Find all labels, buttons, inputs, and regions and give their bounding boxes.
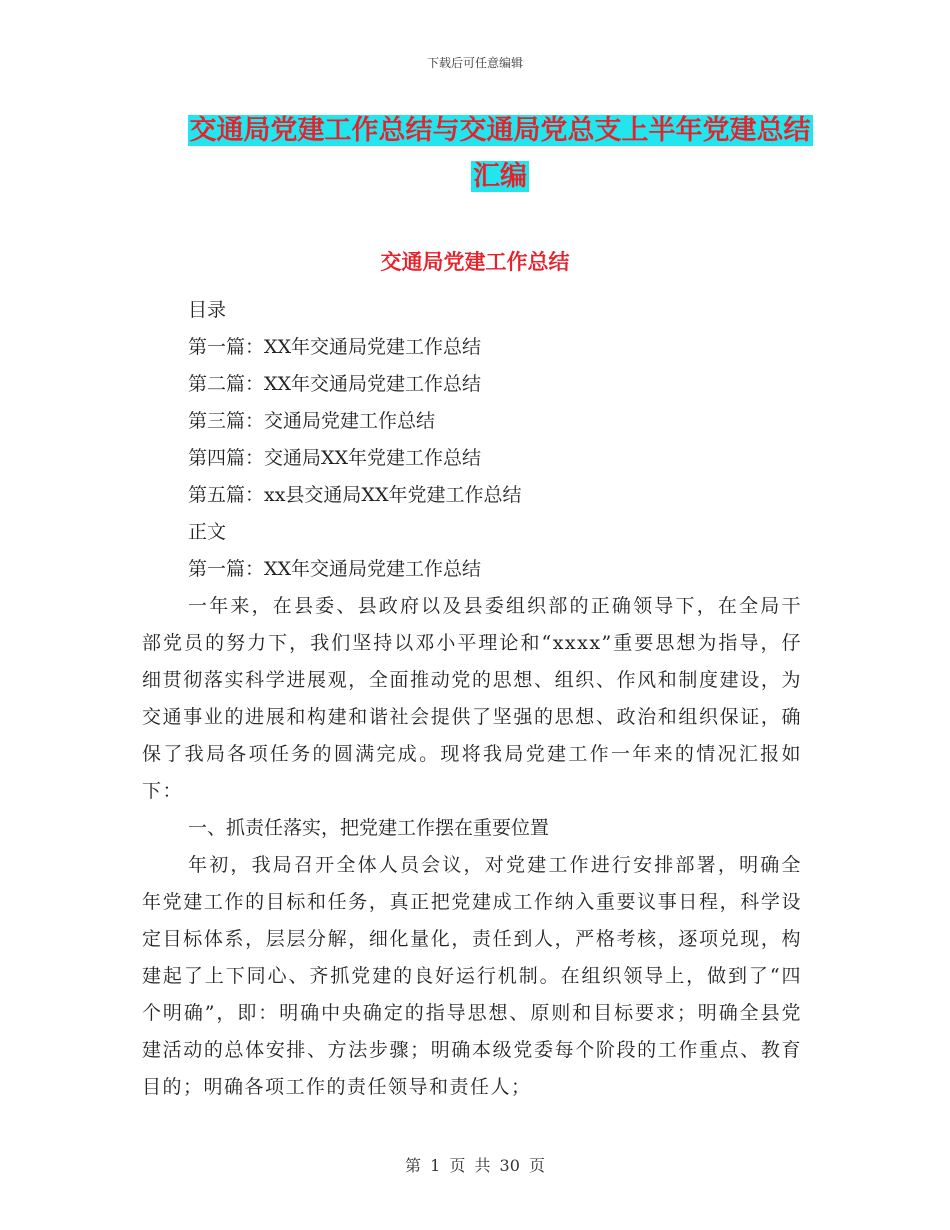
document-body	[142, 292, 802, 1106]
page-number: 第 1 页 共 30 页	[405, 1156, 545, 1175]
toc-item: 第一篇：XX年交通局党建工作总结	[188, 336, 482, 358]
section-title: 交通局党建工作总结	[380, 250, 570, 274]
subheading: 一、抓责任落实，把党建工作摆在重要位置	[188, 817, 550, 839]
body-heading: 正文	[188, 521, 227, 543]
toc-item: 第三篇：交通局党建工作总结	[188, 410, 436, 432]
toc-item: 第二篇：XX年交通局党建工作总结	[188, 373, 482, 395]
chapter-title: 第一篇：XX年交通局党建工作总结	[188, 558, 482, 580]
paragraph: 年初，我局召开全体人员会议，对党建工作进行安排部署，明确全年党建工作的目标和任务，真正把党建成工作纳入重要议事日程，科学设定目标体系，层层分解，细化量化，责任到人，严格考核，逐项兑现，构建起了上下同心、齐抓党建的良好运行机制。在组织领导上，做到了“四个明确”，即：明确中央确定的指导思想、原则和目标要求；明确全县党建活动的总体安排、方法步骤；明确本级党委每个阶段的工作重点、教育目的；明确各项工作的责任领导和责任人；	[142, 854, 802, 1098]
toc-item: 第四篇：交通局XX年党建工作总结	[188, 447, 482, 469]
title-line-1: 交通局党建工作总结与交通局党总支上半年党建总结	[189, 115, 811, 146]
paragraph: 一年来，在县委、县政府以及县委组织部的正确领导下，在全局干部党员的努力下，我们坚持以邓小平理论和“xxxx”重要思想为指导，仔细贯彻落实科学进展观，全面推动党的思想、组织、作风和制度建设，为交通事业的进展和构建和谐社会提供了坚强的思想、政治和组织保证，确保了我局各项任务的圆满完成。现将我局党建工作一年来的情况汇报如下：	[142, 595, 802, 802]
toc-item: 第五篇：xx县交通局XX年党建工作总结	[188, 484, 522, 506]
document-title	[150, 108, 850, 200]
title-line-2: 汇编	[473, 161, 527, 192]
toc-heading: 目录	[188, 299, 227, 321]
header-note: 下载后可任意编辑	[426, 56, 523, 70]
